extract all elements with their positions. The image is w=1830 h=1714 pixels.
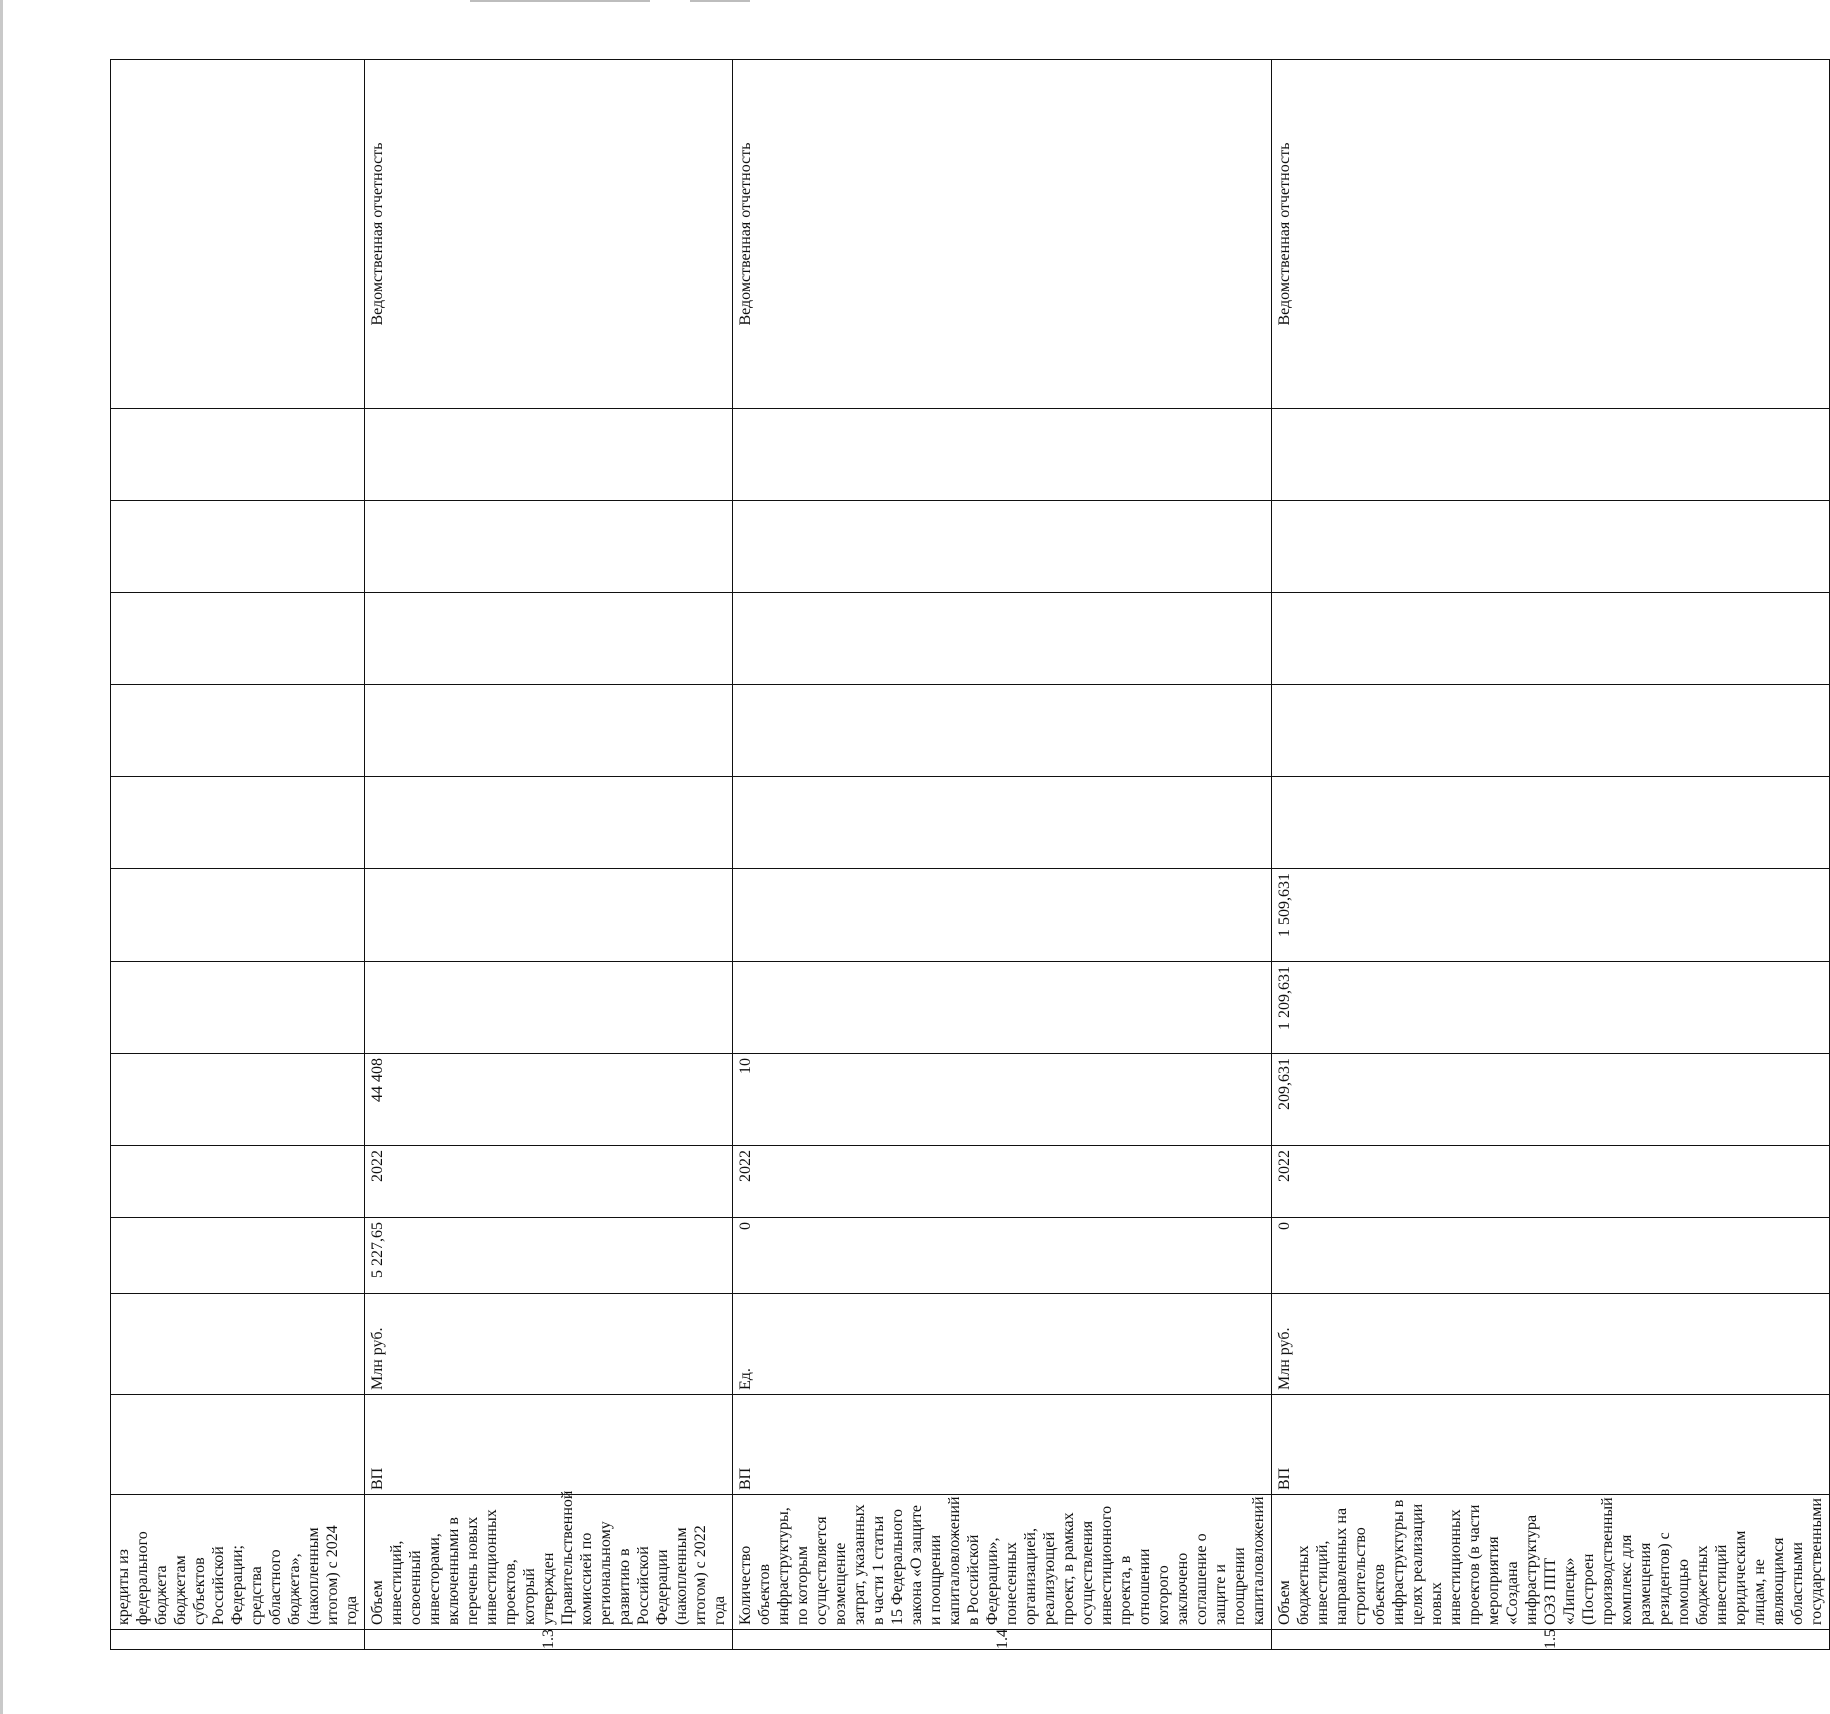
base-year: 2022 <box>365 1146 733 1218</box>
base-value: 5 227,65 <box>365 1218 733 1294</box>
indicator-type: ВП <box>1272 1395 1830 1495</box>
value-cell <box>111 685 365 777</box>
value-cell <box>365 869 733 962</box>
value-cell <box>365 777 733 869</box>
value-cell <box>111 593 365 685</box>
source-cell: Ведомственная отчетность <box>365 60 733 409</box>
row-number: 1.5 <box>1272 1630 1830 1650</box>
value-cell <box>1272 593 1830 685</box>
unit: Ед. <box>733 1294 1272 1395</box>
value-cell <box>111 1054 365 1146</box>
source-cell: Ведомственная отчетность <box>1272 60 1830 409</box>
row-number <box>111 1630 365 1650</box>
indicator-name: Количество объектов инфраструктуры, по которым осуществляется возмещение затрат, указанных в части 1 статьи 15 Федерального закона «О защите и поощрении капиталовложений в Российской Федерации», понесенных организацией, реализующей проект, в рамках осуществления инвестиционного проекта, в отношении которого заключено соглашение о защите и поощрении капиталовложений <box>733 1495 1272 1630</box>
source-cell: Ведомственная отчетность <box>733 60 1272 409</box>
value-cell <box>365 962 733 1054</box>
value-cell <box>733 685 1272 777</box>
base-value: 0 <box>1272 1218 1830 1294</box>
rotated-table-page <box>110 60 1825 1650</box>
value-cell <box>365 409 733 501</box>
value-cell <box>111 869 365 962</box>
indicator-type: ВП <box>365 1395 733 1495</box>
unit: Млн руб. <box>365 1294 733 1395</box>
scan-edge <box>0 0 3 1714</box>
base-year: 2022 <box>1272 1146 1830 1218</box>
value-cell <box>1272 501 1830 593</box>
unit <box>111 1294 365 1395</box>
value-cell <box>365 685 733 777</box>
value-cell <box>111 962 365 1054</box>
value-cell <box>111 777 365 869</box>
value-cell <box>733 501 1272 593</box>
table-row <box>365 60 733 1650</box>
indicator-name: Объем бюджетных инвестиций, направленных на строительство объектов инфраструктуры в целях реализации новых инвестиционных проектов (в части мероприятия «Создана инфраструктура ОЭЗ ППТ «Липецк» (Построен производственный комплекс для размещения резидентов) с помощью бюджетных инвестиций юридическим лицам, не являющимся областными государственными <box>1272 1495 1830 1630</box>
row-number: 1.3 <box>365 1630 733 1650</box>
value-cell <box>733 869 1272 962</box>
base-year: 2022 <box>733 1146 1272 1218</box>
scan-mark <box>470 0 650 2</box>
value-cell <box>365 593 733 685</box>
value-cell <box>733 409 1272 501</box>
value-cell <box>1272 777 1830 869</box>
table-row <box>733 60 1272 1650</box>
value-cell <box>111 501 365 593</box>
value-cell: 209,631 <box>1272 1054 1830 1146</box>
value-cell <box>733 777 1272 869</box>
value-cell: 1 509,631 <box>1272 869 1830 962</box>
source-cell <box>111 60 365 409</box>
indicator-type <box>111 1395 365 1495</box>
scan-mark <box>690 0 750 2</box>
indicator-name: Объем инвестиций, освоенный инвесторами, включенными в перечень новых инвестиционных проектов, который утвержден Правительственной комиссией по региональному развитию в Российской Федерации (накопленным итогом) с 2022 года <box>365 1495 733 1630</box>
base-value <box>111 1218 365 1294</box>
value-cell: 1 209,631 <box>1272 962 1830 1054</box>
value-cell <box>1272 685 1830 777</box>
row-number: 1.4 <box>733 1630 1272 1650</box>
unit: Млн руб. <box>1272 1294 1830 1395</box>
indicators-table <box>110 59 1830 1650</box>
value-cell <box>365 501 733 593</box>
base-value: 0 <box>733 1218 1272 1294</box>
value-cell <box>1272 409 1830 501</box>
indicator-type: ВП <box>733 1395 1272 1495</box>
table-row <box>1272 60 1830 1650</box>
base-year <box>111 1146 365 1218</box>
value-cell: 10 <box>733 1054 1272 1146</box>
value-cell <box>733 962 1272 1054</box>
indicator-name: кредиты из федерального бюджета бюджетам субъектов Российской Федерации; средства областного бюджета», (накопленным итогом) с 2024 года <box>111 1495 365 1630</box>
table-row <box>111 60 365 1650</box>
value-cell <box>733 593 1272 685</box>
value-cell: 44 408 <box>365 1054 733 1146</box>
value-cell <box>111 409 365 501</box>
